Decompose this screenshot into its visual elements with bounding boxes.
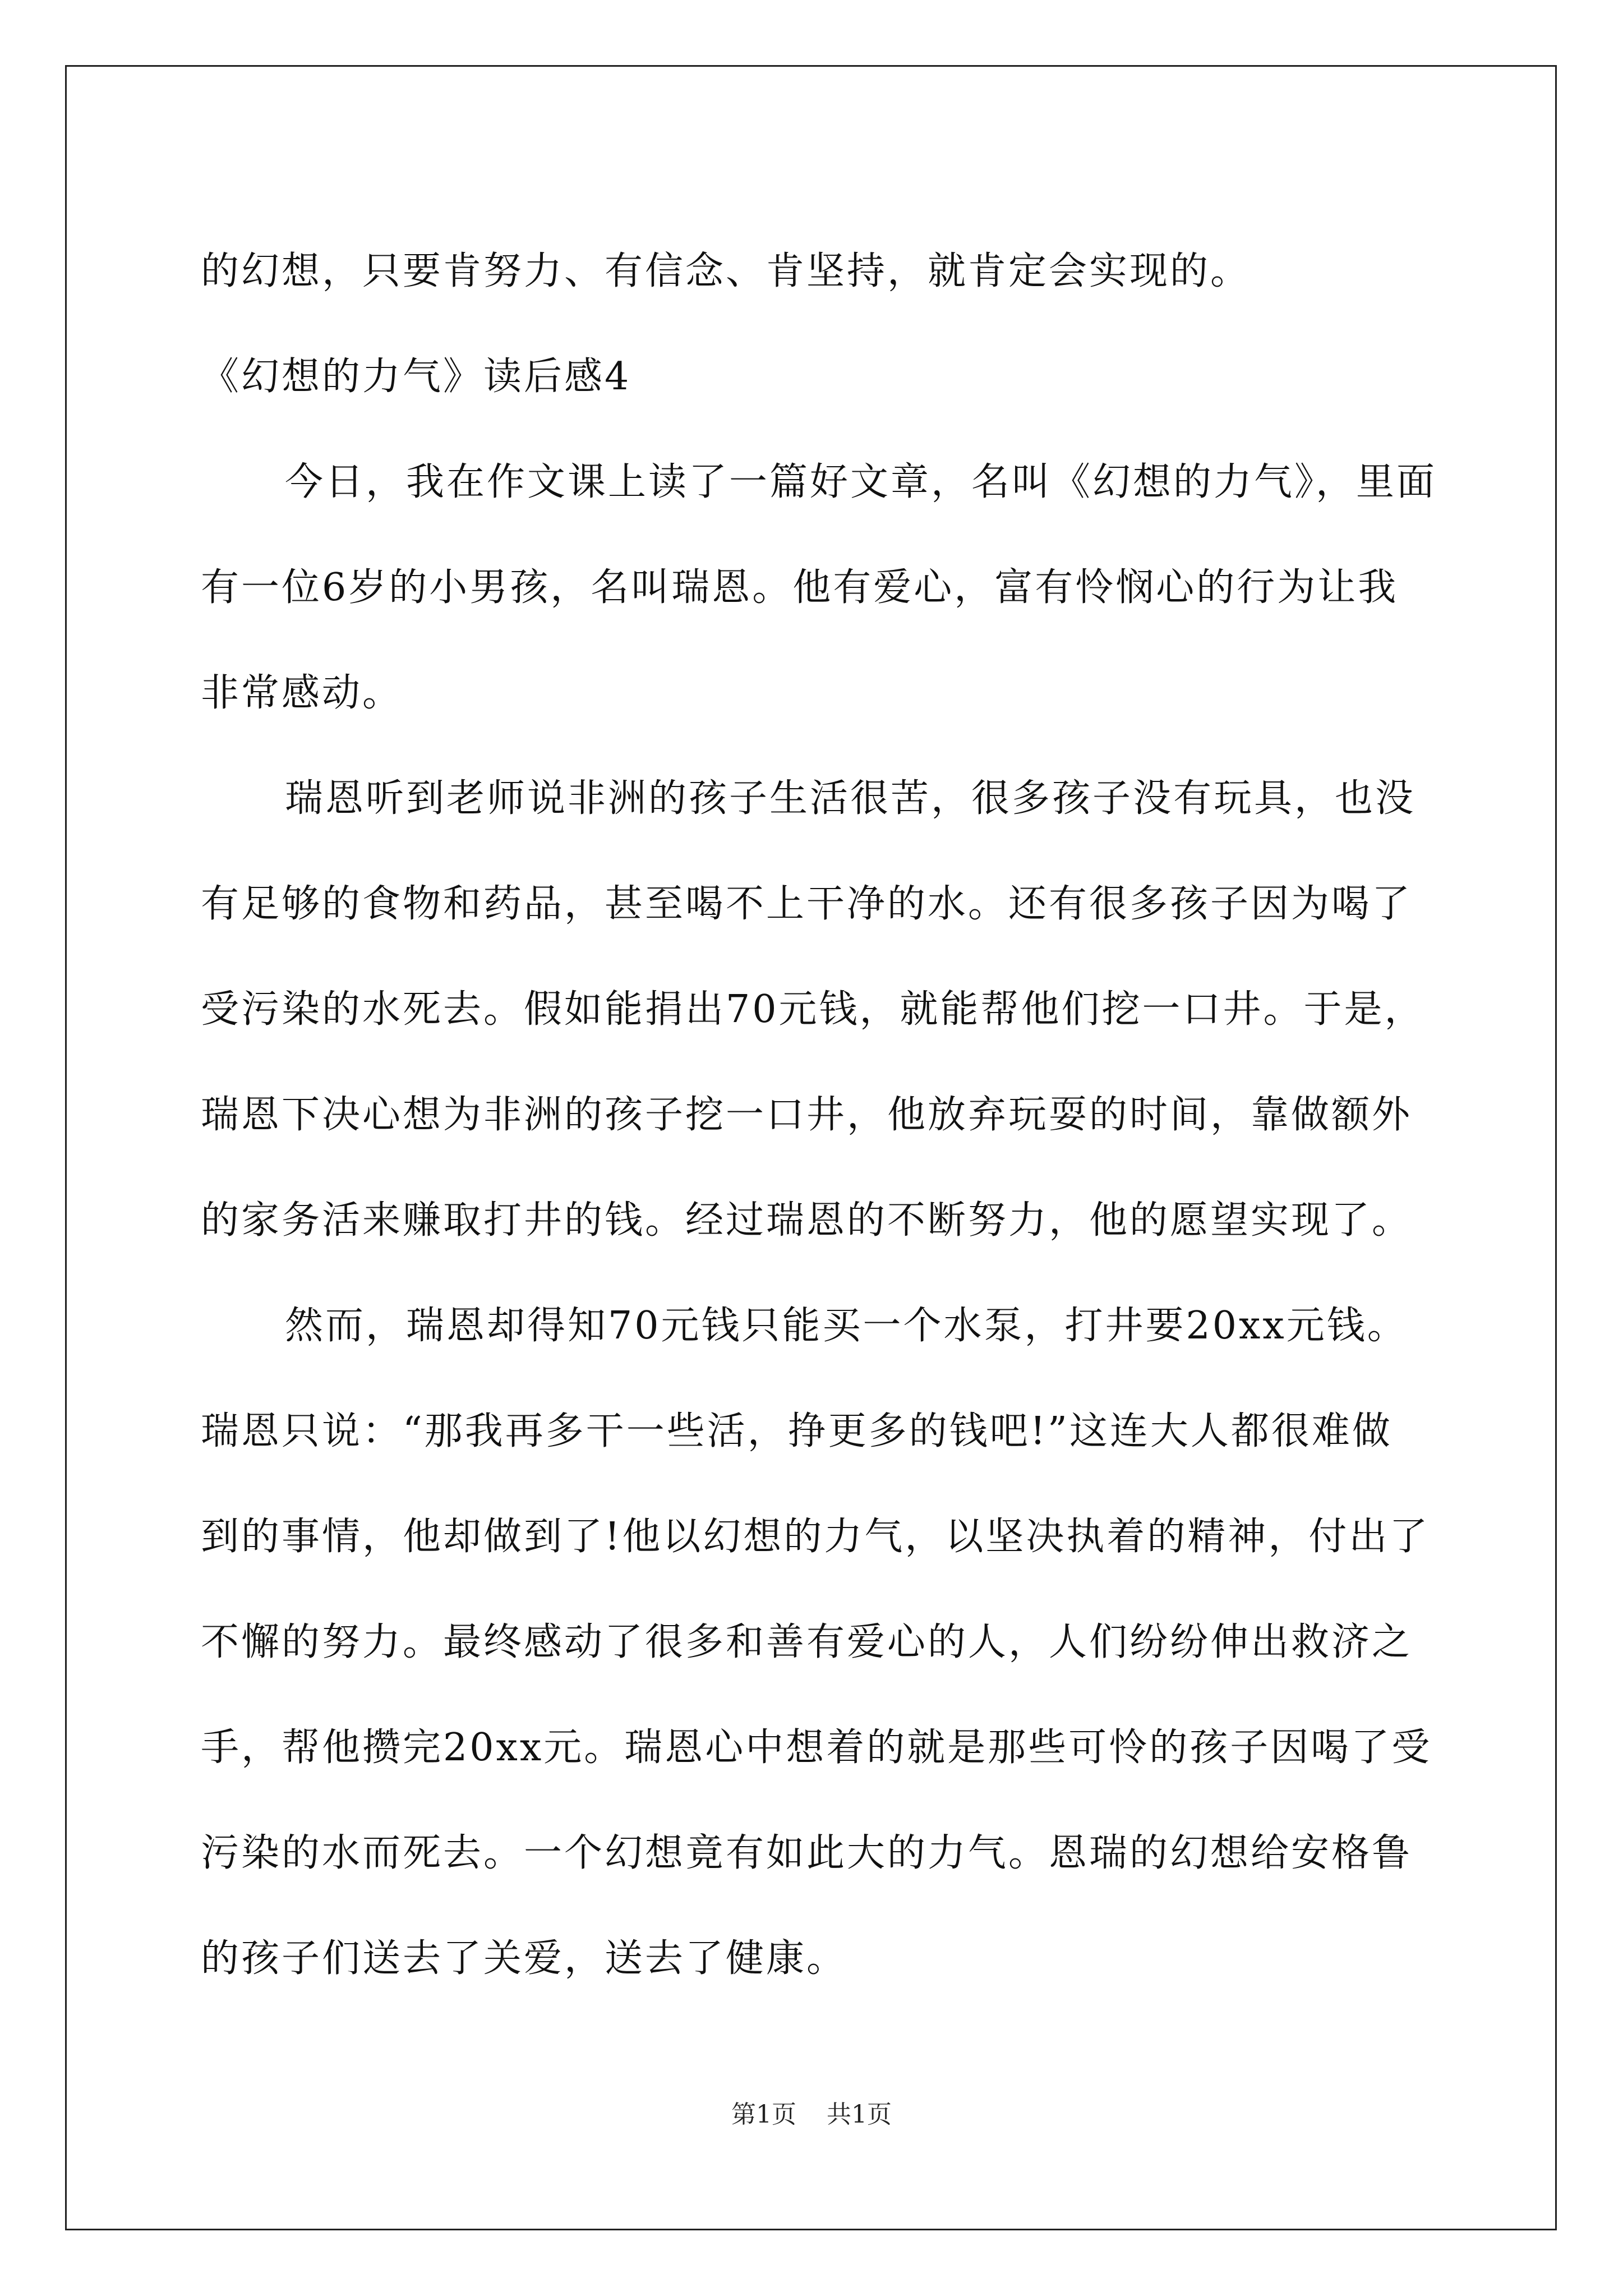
text-line: 瑞恩只说：“那我再多干一些活，挣更多的钱吧!”这连大人都很难做 <box>201 1409 1393 1453</box>
text-line: 到的事情，他却做到了!他以幻想的力气，以坚决执着的精神，付出了 <box>201 1515 1430 1559</box>
text-line: 非常感动。 <box>201 671 403 715</box>
page-footer <box>0 2098 1623 2132</box>
text-line: 的孩子们送去了关爱，送去了健康。 <box>201 1936 847 1981</box>
text-line: 瑞恩下决心想为非洲的孩子挖一口井，他放弃玩耍的时间，靠做额外 <box>201 1093 1413 1137</box>
text-line: 瑞恩听到老师说非洲的孩子生活很苦，很多孩子没有玩具，也没 <box>285 776 1416 821</box>
document-body <box>201 219 1437 2012</box>
text-line: 手，帮他攒完20xx元。瑞恩心中想着的就是那些可怜的孩子因喝了受 <box>201 1726 1432 1770</box>
text-line: 有一位6岁的小男孩，名叫瑞恩。他有爱心，富有怜悯心的行为让我 <box>201 565 1399 610</box>
text-line: 有足够的食物和药品，甚至喝不上干净的水。还有很多孩子因为喝了 <box>201 882 1413 926</box>
text-line: 的家务活来赚取打井的钱。经过瑞恩的不断努力，他的愿望实现了。 <box>201 1198 1413 1243</box>
text-line: 今日，我在作文课上读了一篇好文章，名叫《幻想的力气》，里面 <box>285 460 1437 504</box>
text-line: 不懈的努力。最终感动了很多和善有爱心的人，人们纷纷伸出救济之 <box>201 1620 1413 1664</box>
text-line: 受污染的水死去。假如能捐出70元钱，就能帮他们挖一口井。于是， <box>201 987 1425 1032</box>
text-line: 然而，瑞恩却得知70元钱只能买一个水泵，打井要20xx元钱。 <box>285 1304 1408 1348</box>
page-number: 第1页 <box>731 2100 796 2129</box>
page-total: 共1页 <box>827 2100 892 2129</box>
essay-title: 《幻想的力气》读后感4 <box>201 355 631 399</box>
text-line: 污染的水而死去。一个幻想竟有如此大的力气。恩瑞的幻想给安格鲁 <box>201 1831 1413 1875</box>
text-line: 的幻想，只要肯努力、有信念、肯坚持，就肯定会实现的。 <box>201 249 1251 293</box>
